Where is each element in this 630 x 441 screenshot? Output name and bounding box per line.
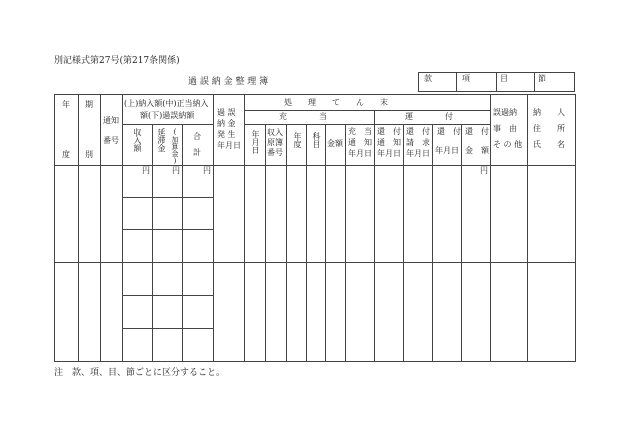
col-juto-notice-2: 通 知 — [348, 138, 372, 147]
table-bottom-border — [54, 361, 576, 362]
col-juto-item: 科目 — [312, 132, 321, 148]
unit-yen-gokei: 円 — [203, 166, 211, 175]
header-box-kou: 項 — [462, 74, 470, 83]
col-unpu-request-3: 年月日 — [406, 149, 430, 158]
col-kasan: (加算金) — [171, 128, 179, 165]
col-unpu-request-1: 還 付 — [406, 127, 430, 136]
col-kago-1: 過 誤 — [217, 108, 236, 117]
table-top-border — [54, 94, 576, 95]
col-kibetsu-top: 期 — [85, 100, 93, 109]
col-payer-2: 住 所 — [533, 124, 565, 133]
col-payer-1: 納 人 — [533, 108, 565, 117]
col-kago-2: 納 金 — [217, 119, 236, 128]
header-box-kan: 款 — [424, 74, 432, 83]
col-reason-3: そ の 他 — [493, 140, 523, 149]
col-bango: 番号 — [103, 136, 119, 145]
col-unpu-date-1: 還 付 — [437, 127, 461, 136]
col-unpu-notice-3: 年月日 — [377, 149, 401, 158]
form-title: 過 誤 納 金 整 理 簿 — [188, 77, 269, 87]
col-juto-src: 収入原簿番号 — [267, 128, 283, 157]
col-shunyu: 収入額 — [133, 128, 142, 152]
form-label: 別記様式第27号(第217条関係) — [54, 56, 180, 66]
col-juto-notice-3: 年月日 — [348, 149, 372, 158]
col-nendo-bottom: 度 — [62, 150, 70, 159]
header-box-moku: 目 — [500, 74, 508, 83]
col-tsuchi: 通知 — [103, 116, 119, 125]
col-unpu: 運 付 — [405, 112, 453, 121]
col-unpu-amount-1: 還 付 — [465, 127, 489, 136]
header-box-setsu: 節 — [538, 74, 546, 83]
col-unpu-notice-2: 通 知 — [377, 138, 401, 147]
col-juto-date: 年月日 — [251, 130, 260, 154]
unit-yen-entai: 円 — [172, 166, 180, 175]
col-payer-3: 氏 名 — [533, 140, 565, 149]
col-entai: 延滞金 — [157, 128, 166, 152]
col-unpu-amount-2: 金 額 — [465, 146, 489, 155]
col-juto-amount: 金額 — [327, 139, 343, 148]
col-gokei-1: 合 — [193, 132, 201, 141]
col-reason-1: 誤過納 — [493, 108, 517, 117]
col-kibetsu-bottom: 別 — [85, 150, 93, 159]
amount-head-line1: (上)納入額(中)正当納入 — [124, 99, 209, 108]
col-kago-4: 年月日 — [217, 141, 241, 150]
col-unpu-notice-1: 還 付 — [377, 127, 401, 136]
col-shori: 処 理 て ん 末 — [284, 98, 388, 107]
col-nendo-top: 年 — [62, 100, 70, 109]
unit-yen-refund: 円 — [480, 166, 488, 175]
unit-yen-shunyu: 円 — [142, 166, 150, 175]
col-juto-notice-1: 充 当 — [348, 127, 372, 136]
col-kago-3: 発 生 — [217, 130, 236, 139]
col-unpu-request-2: 請 求 — [406, 138, 430, 147]
col-reason-2: 事 由 — [493, 124, 517, 133]
footnote: 注 款、項、目、節ごとに区分すること。 — [54, 368, 226, 378]
col-unpu-date-2: 年月日 — [435, 146, 459, 155]
amount-head-line2: 額(下)過誤納額 — [140, 111, 195, 120]
col-juto-year: 年度 — [293, 132, 302, 148]
col-juto: 充 当 — [279, 112, 327, 121]
col-gokei-2: 計 — [193, 148, 201, 157]
